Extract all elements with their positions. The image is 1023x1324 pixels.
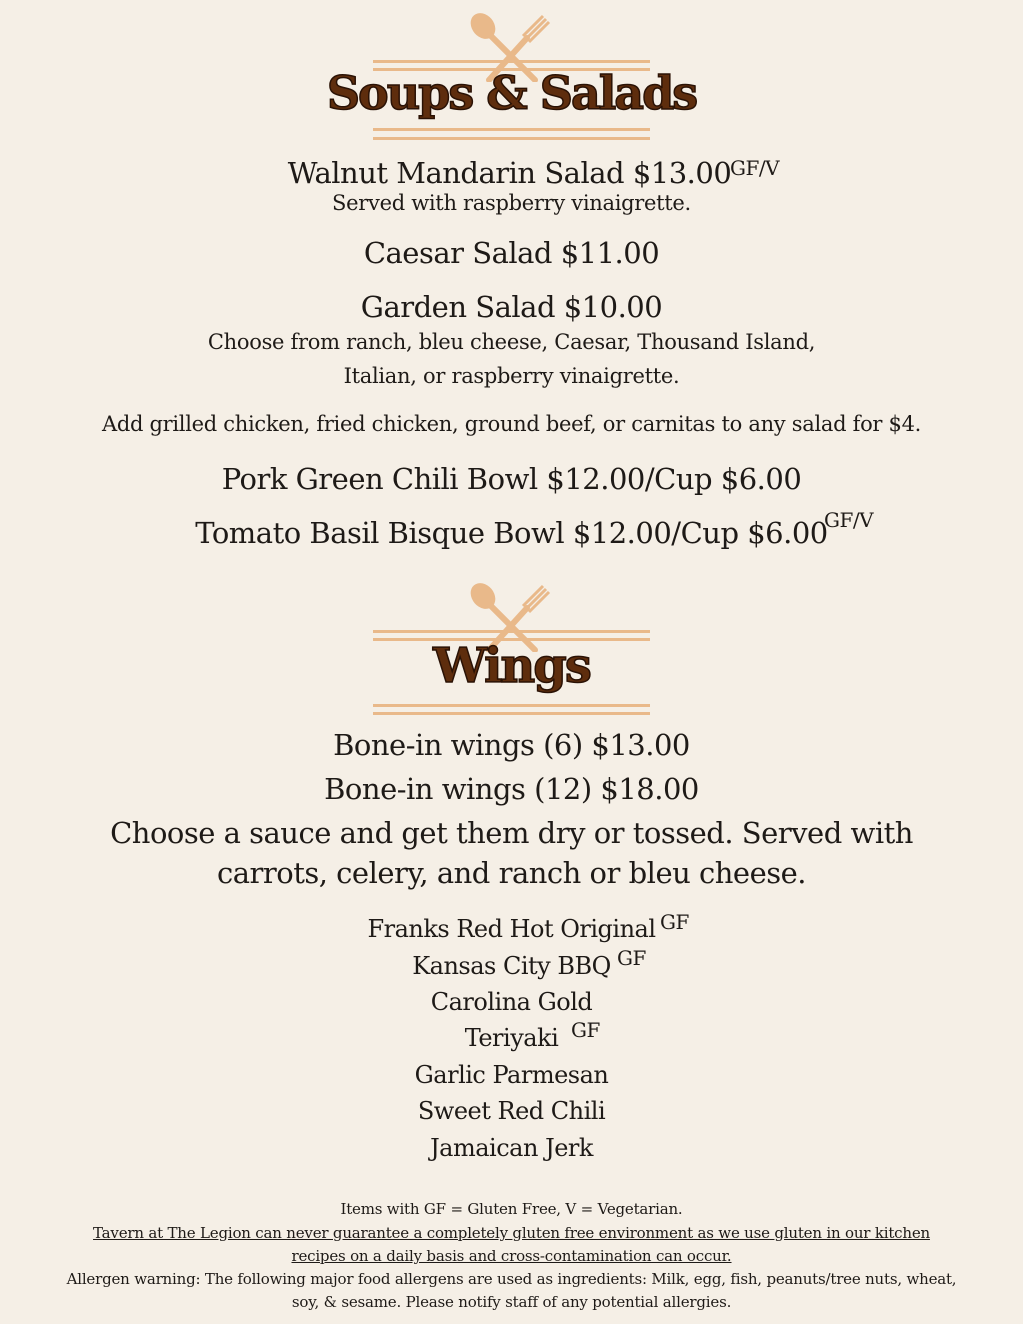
sauce-item: Sweet Red Chili <box>417 1097 606 1125</box>
menu-item-description: Choose from ranch, bleu cheese, Caesar, Thousand Island, <box>207 330 816 354</box>
menu-item-description: Italian, or raspberry vinaigrette. <box>343 364 680 388</box>
allergen-warning: Allergen warning: The following major food allergens are used as ingredients: Milk, egg, fish, peanuts/tree nuts, wheat, <box>66 1270 957 1288</box>
menu-item-name: Caesar Salad $11.00 <box>363 236 660 270</box>
dietary-tag: GF <box>660 910 689 934</box>
salad-addon-note: Add grilled chicken, fried chicken, ground beef, or carnitas to any salad for $4. <box>101 412 922 436</box>
dietary-tag: GF/V <box>824 508 874 532</box>
wings-description: carrots, celery, and ranch or bleu cheese. <box>216 856 807 890</box>
sauce-item: Garlic Parmesan <box>414 1061 609 1089</box>
section-title-soups-salads: Soups & Salads <box>326 66 697 120</box>
menu-item-name: Pork Green Chili Bowl $12.00/Cup $6.00 <box>221 462 802 496</box>
sauce-item: Teriyaki <box>464 1024 559 1052</box>
wings-description: Choose a sauce and get them dry or tossed. Served with <box>110 816 913 850</box>
menu-item-name: Walnut Mandarin Salad $13.00 <box>287 156 732 190</box>
menu-item-name: Bone-in wings (6) $13.00 <box>333 728 690 762</box>
gluten-disclaimer: recipes on a daily basis and cross-contamination can occur. <box>291 1247 732 1265</box>
gluten-disclaimer: Tavern at The Legion can never guarantee a completely gluten free environment as we use gluten in our kitchen <box>93 1224 930 1242</box>
menu-item-name: Garden Salad $10.00 <box>360 290 663 324</box>
dietary-tag: GF <box>617 946 646 970</box>
menu-item-name: Tomato Basil Bisque Bowl $12.00/Cup $6.00 <box>195 516 828 550</box>
sauce-item: Franks Red Hot Original <box>367 915 656 943</box>
sauce-item: Jamaican Jerk <box>430 1134 593 1162</box>
dietary-tag: GF/V <box>730 156 780 180</box>
sauce-item: Carolina Gold <box>430 988 593 1016</box>
dietary-tag: GF <box>571 1018 600 1042</box>
section-title-wings: Wings <box>433 638 590 694</box>
allergen-warning: soy, & sesame. Please notify staff of any potential allergies. <box>291 1293 732 1311</box>
dietary-legend: Items with GF = Gluten Free, V = Vegetarian. <box>340 1200 683 1218</box>
menu-item-description: Served with raspberry vinaigrette. <box>332 191 691 215</box>
sauce-item: Kansas City BBQ <box>412 952 611 980</box>
menu-item-name: Bone-in wings (12) $18.00 <box>324 772 699 806</box>
